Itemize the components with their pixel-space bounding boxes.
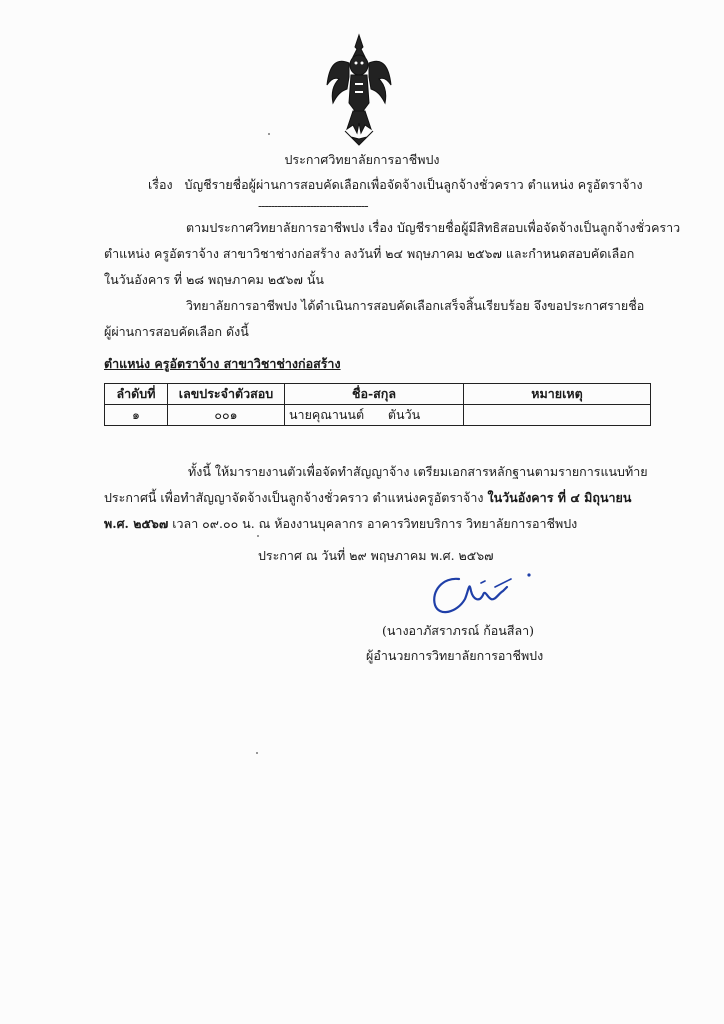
table-row <box>105 405 651 426</box>
results-table <box>104 383 651 426</box>
scan-speck <box>256 752 258 754</box>
header-remarks: หมายเหตุ <box>464 384 651 405</box>
subject-line <box>148 175 643 195</box>
closing-line3-text: เวลา ๐๙.๐๐ น. ณ ห้องงานบุคลากร อาคารวิทยบริการ วิทยาลัยการอาชีพปง <box>168 516 578 531</box>
announcement-date: ประกาศ ณ วันที่ ๒๙ พฤษภาคม พ.ศ. ๒๕๖๗ <box>258 548 494 563</box>
document-org-title: ประกาศวิทยาลัยการอาชีพปง <box>284 152 440 167</box>
paragraph2-line1: วิทยาลัยการอาชีพปง ได้ดำเนินการสอบคัดเลือกเสร็จสิ้นเรียบร้อย จึงขอประกาศรายชื่อ <box>186 298 645 313</box>
signer-name: (นางอาภัสราภรณ์ ก้อนสีลา) <box>382 623 535 638</box>
scan-speck <box>268 133 270 135</box>
cell-exam-id: ๐๐๑ <box>168 405 285 426</box>
closing-line3 <box>104 514 577 534</box>
cell-order: ๑ <box>105 405 168 426</box>
cell-remarks <box>464 405 651 426</box>
closing-line1: ทั้งนี้ ให้มารายงานตัวเพื่อจัดทำสัญญาจ้าง เตรียมเอกสารหลักฐานตามรายการแนบท้าย <box>188 464 648 479</box>
subject-label: เรื่อง <box>148 177 173 192</box>
separator-rule: ---------------------------------- <box>258 198 368 213</box>
paragraph1-line2: ตำแหน่ง ครูอัตราจ้าง สาขาวิชาช่างก่อสร้าง ลงวันที่ ๒๔ พฤษภาคม ๒๕๖๗ และกำหนดสอบคัดเลือก <box>104 246 635 261</box>
paragraph1-line3: ในวันอังคาร ที่ ๒๘ พฤษภาคม ๒๕๖๗ นั้น <box>104 272 324 287</box>
cell-first-name: นายคุณานนต์ <box>289 407 365 422</box>
cell-full-name <box>285 405 464 426</box>
header-exam-id: เลขประจำตัวสอบ <box>168 384 285 405</box>
subject-text: บัญชีรายชื่อผู้ผ่านการสอบคัดเลือกเพื่อจัดจ้างเป็นลูกจ้างชั่วคราว ตำแหน่ง ครูอัตราจ้าง <box>184 177 643 192</box>
handwritten-signature <box>425 565 545 621</box>
paragraph1-line1: ตามประกาศวิทยาลัยการอาชีพปง เรื่อง บัญชีรายชื่อผู้มีสิทธิสอบเพื่อจัดจ้างเป็นลูกจ้างชั่วคราว <box>186 220 681 235</box>
garuda-emblem-icon <box>323 33 395 149</box>
closing-line2 <box>104 488 631 508</box>
table-header-row <box>105 384 651 405</box>
scan-speck <box>257 535 259 537</box>
header-full-name: ชื่อ-สกุล <box>285 384 464 405</box>
report-year: พ.ศ. ๒๕๖๗ <box>104 516 169 531</box>
report-date: ในวันอังคาร ที่ ๔ มิถุนายน <box>487 490 632 505</box>
signer-title: ผู้อำนวยการวิทยาลัยการอาชีพปง <box>366 648 544 663</box>
paragraph2-line2: ผู้ผ่านการสอบคัดเลือก ดังนี้ <box>104 324 249 339</box>
closing-line2-text: ประกาศนี้ เพื่อทำสัญญาจัดจ้างเป็นลูกจ้างชั่วคราว ตำแหน่งครูอัตราจ้าง <box>104 490 488 505</box>
section-heading: ตำแหน่ง ครูอัตราจ้าง สาขาวิชาช่างก่อสร้าง <box>104 356 341 371</box>
cell-last-name: ตันวัน <box>387 407 421 422</box>
header-order: ลำดับที่ <box>105 384 168 405</box>
